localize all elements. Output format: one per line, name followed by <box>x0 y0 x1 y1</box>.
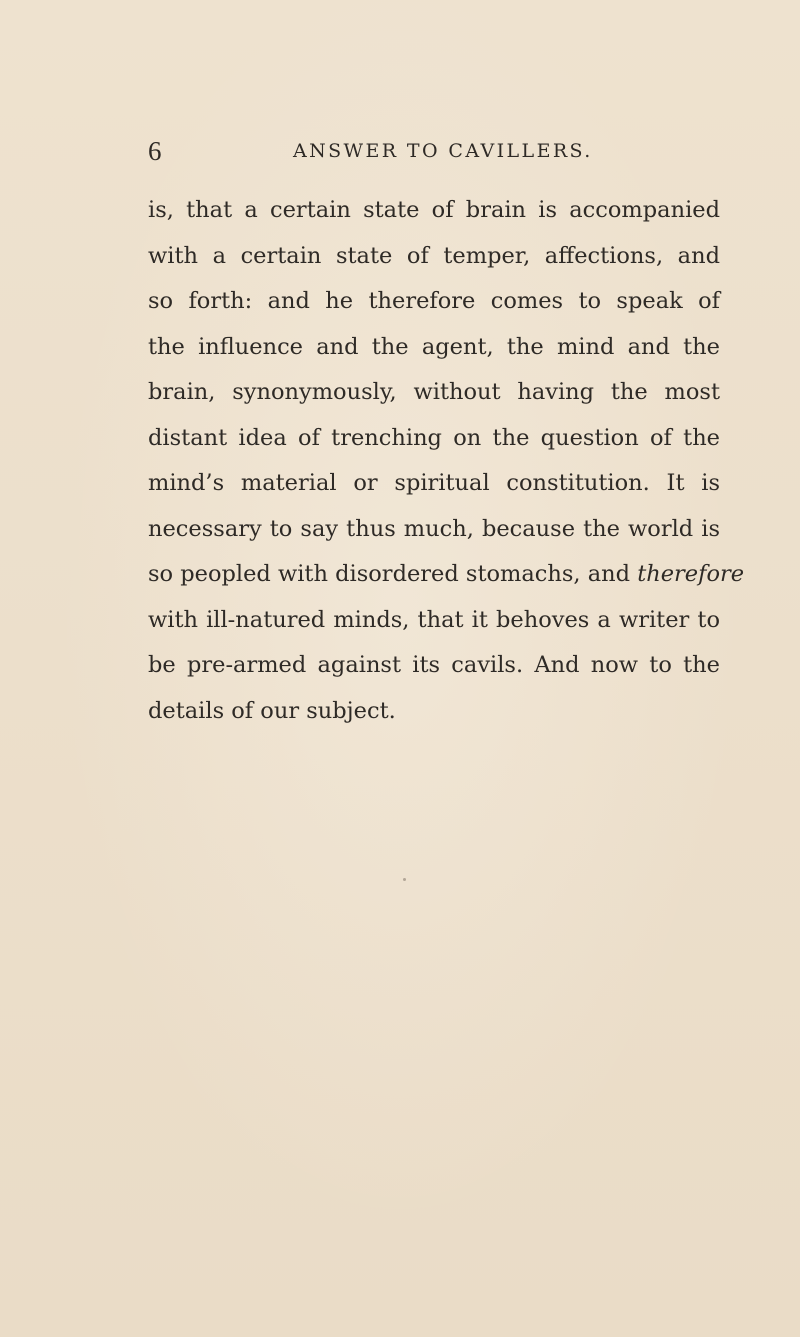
italic-word: therefore <box>637 561 745 587</box>
text-line: necessary to say thus much, because the world is <box>148 515 720 542</box>
text-segment: so peopled with disordered stomachs, and <box>148 561 638 587</box>
text-line: the influence and the agent, the mind and the <box>148 333 720 360</box>
text-line: with ill-natured minds, that it behoves a writer to <box>148 606 720 633</box>
text-line: mind’s material or spiritual constitution. It is <box>148 470 720 496</box>
text-line-last: details of our subject. <box>148 697 396 724</box>
text-line: so forth: and he therefore comes to speak of <box>148 288 720 314</box>
text-line: is, that a certain state of brain is accompanied <box>148 197 720 223</box>
text-line: brain, synonymously, without having the most <box>148 379 720 405</box>
text-line: be pre-armed against its cavils. And now to the <box>148 652 720 678</box>
paper-speck <box>403 878 406 881</box>
page-header <box>148 136 720 166</box>
page-number: 6 <box>148 136 162 166</box>
text-line: with a certain state of temper, affections, and <box>148 242 720 269</box>
paragraph <box>148 188 745 734</box>
running-title: ANSWER TO CAVILLERS. <box>293 140 593 162</box>
text-line <box>148 552 745 598</box>
text-line: distant idea of trenching on the question of the <box>148 424 720 451</box>
